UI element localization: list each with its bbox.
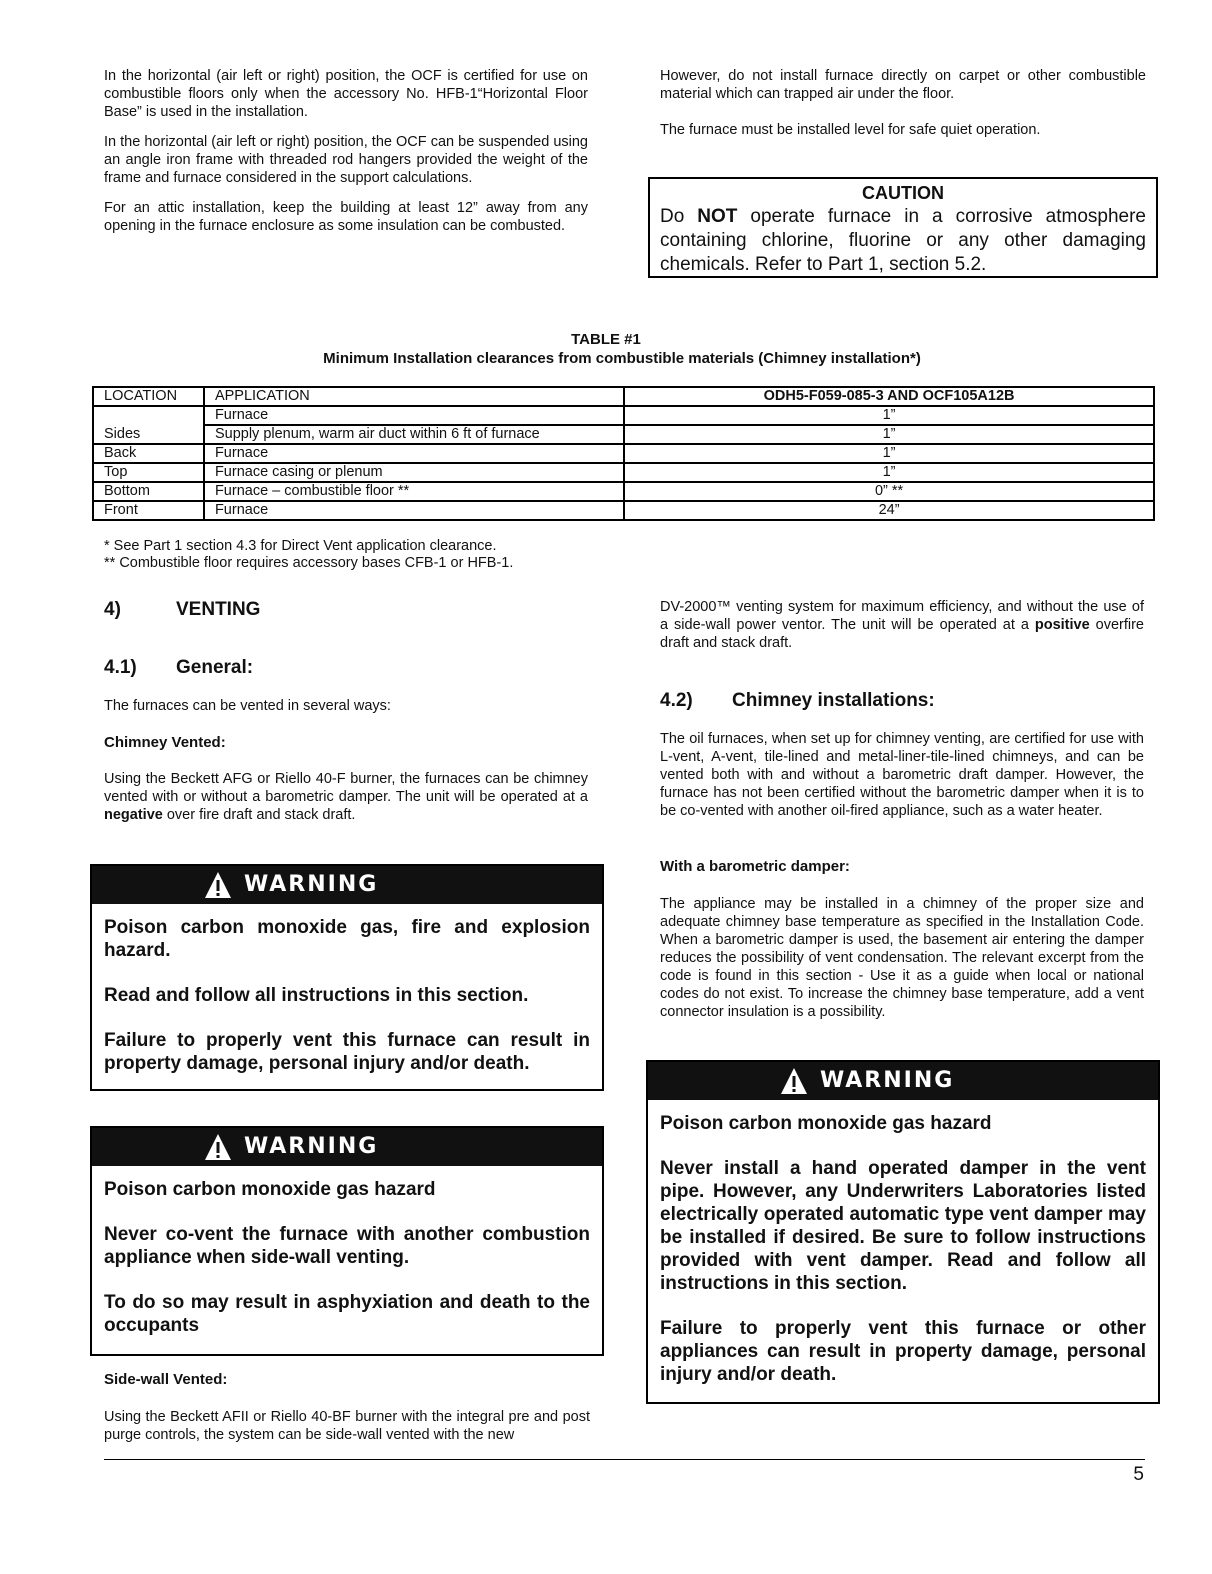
table-row <box>93 406 1154 425</box>
table-cell-value: 24” <box>624 501 1154 520</box>
table-row <box>93 444 1154 463</box>
chimney-vented-text <box>104 770 588 824</box>
paragraph-level: The furnace must be installed level for safe quiet operation. <box>660 122 1041 138</box>
caution-title: CAUTION <box>862 183 944 203</box>
table-row <box>93 482 1154 501</box>
footer-rule <box>104 1459 1145 1460</box>
dv2000-text-bold: positive <box>1034 617 1090 633</box>
section-number: 4) <box>104 599 121 620</box>
table-header-model: ODH5-F059-085-3 AND OCF105A12B <box>624 387 1154 406</box>
warning-line: Never install a hand operated damper in the vent pipe. However, any Underwriters Laboratories listed electrically operated automatic type vent damper may be installed if desired. Be sure to follow instructions provided with vent damper. Read and follow all instructions in this section. <box>660 1158 1146 1294</box>
table-footnote-2: ** Combustible floor requires accessory bases CFB-1 or HFB-1. <box>104 555 514 571</box>
table-cell-application: Furnace – combustible floor ** <box>204 482 624 501</box>
warning-line: Poison carbon monoxide gas hazard <box>104 1179 436 1200</box>
chimney-section-title: Chimney installations: <box>732 690 935 711</box>
table-row <box>93 463 1154 482</box>
caution-text-pre: Do <box>660 206 698 227</box>
chimney-vented-text-pre: Using the Beckett AFG or Riello 40-F burner, the furnaces can be chimney vented with or without a barometric damper. The unit will be operated at a <box>104 771 588 805</box>
table-footnote-1: * See Part 1 section 4.3 for Direct Vent application clearance. <box>104 538 497 554</box>
sidewall-heading: Side-wall Vented: <box>104 1371 228 1388</box>
chimney-vented-text-bold: negative <box>104 807 163 823</box>
table-cell-location: Front <box>93 501 204 520</box>
table-row <box>93 425 1154 444</box>
table-cell-value: 1” <box>624 425 1154 444</box>
table-cell-location: Bottom <box>93 482 204 501</box>
warning-box <box>90 864 604 1091</box>
dv2000-text-post: overfire draft and stack draft. <box>660 617 1144 651</box>
table-cell-value: 1” <box>624 406 1154 425</box>
warning-header <box>92 866 602 904</box>
paragraph-attic: For an attic installation, keep the building at least 12” away from any opening in the furnace enclosure as some insulation can be combusted. <box>104 200 588 234</box>
warning-line: Failure to properly vent this furnace or other appliances can result in property damage, personal injury and/or death. <box>660 1318 1146 1385</box>
venting-intro: The furnaces can be vented in several ways: <box>104 698 391 714</box>
table-cell-application: Furnace <box>204 406 624 425</box>
table-cell-application: Supply plenum, warm air duct within 6 ft of furnace <box>204 425 624 444</box>
table-header-row <box>93 387 1154 406</box>
warning-header <box>648 1062 1158 1100</box>
warning-line: Poison carbon monoxide gas, fire and explosion hazard. <box>104 917 590 961</box>
paragraph-horizontal-floor: In the horizontal (air left or right) position, the OCF is certified for use on combustible floors only when the accessory No. HFB-1“Horizontal Floor Base” is used in the installation. <box>104 68 588 120</box>
table-number: TABLE #1 <box>571 331 641 348</box>
page-number: 5 <box>1133 1464 1144 1485</box>
warning-line: Failure to properly vent this furnace can result in property damage, personal injury and/or death. <box>104 1030 590 1074</box>
top-right-column <box>660 67 1146 139</box>
dv2000-text <box>660 598 1144 652</box>
warning-label: WARNING <box>820 1068 955 1093</box>
warning-triangle-icon <box>780 1067 808 1095</box>
warning-box <box>646 1060 1160 1404</box>
top-left-column <box>104 67 588 235</box>
section-title: VENTING <box>176 599 261 620</box>
table-title: Minimum Installation clearances from combustible materials (Chimney installation*) <box>323 350 921 367</box>
table-cell-value: 0” ** <box>624 482 1154 501</box>
paragraph-carpet: However, do not install furnace directly on carpet or other combustible material which can trapped air under the floor. <box>660 68 1146 102</box>
warning-line: Never co-vent the furnace with another combustion appliance when side-wall venting. <box>104 1224 590 1268</box>
warning-header <box>92 1128 602 1166</box>
warning-label: WARNING <box>244 1134 379 1159</box>
caution-text <box>650 205 1156 277</box>
caution-text-bold: NOT <box>697 206 738 227</box>
caution-text-post: operate furnace in a corrosive atmosphere containing chlorine, fluorine or any other damaging chemicals. Refer to Part 1, section 5.2. <box>660 206 1146 275</box>
subsection-number: 4.1) <box>104 657 137 678</box>
table-cell-location: Back <box>93 444 204 463</box>
table-cell-application: Furnace <box>204 444 624 463</box>
barometric-text: The appliance may be installed in a chimney of the proper size and adequate chimney base temperature as specified in the Installation Code. When a barometric damper is used, the basement air entering the damper reduces the possibility of vent condensation. The relevant excerpt from the code is found in this section - Use it as a guide when local or national codes do not exist. To increase the chimney base temperature, add a vent connector insulation is a possibility. <box>660 896 1144 1020</box>
warning-line: Poison carbon monoxide gas hazard <box>660 1113 992 1134</box>
warning-line: To do so may result in asphyxiation and death to the occupants <box>104 1292 590 1336</box>
table-row <box>93 501 1154 520</box>
warning-triangle-icon <box>204 871 232 899</box>
warning-body <box>92 1166 602 1347</box>
caution-box <box>648 177 1158 278</box>
clearance-table <box>92 386 1155 521</box>
paragraph-suspended: In the horizontal (air left or right) position, the OCF can be suspended using an angle iron frame with threaded rod hangers provided the weight of the frame and furnace considered in the support calculations. <box>104 134 588 186</box>
table-cell-value: 1” <box>624 463 1154 482</box>
table-cell-value: 1” <box>624 444 1154 463</box>
subsection-title: General: <box>176 657 254 678</box>
table-cell-application: Furnace <box>204 501 624 520</box>
sidewall-text: Using the Beckett AFII or Riello 40-BF burner with the integral pre and post purge controls, the system can be side-wall vented with the new <box>104 1409 590 1443</box>
table-header-application: APPLICATION <box>204 387 624 406</box>
warning-box <box>90 1126 604 1356</box>
table-cell-application: Furnace casing or plenum <box>204 463 624 482</box>
table-cell-location: Sides <box>93 406 204 444</box>
warning-body <box>92 904 602 1085</box>
chimney-vented-heading: Chimney Vented: <box>104 734 226 751</box>
warning-body <box>648 1100 1158 1396</box>
chimney-vented-text-post: over fire draft and stack draft. <box>162 807 356 823</box>
table-header-location: LOCATION <box>93 387 204 406</box>
warning-label: WARNING <box>244 872 379 897</box>
chimney-section-number: 4.2) <box>660 690 693 711</box>
dv2000-text-pre: DV-2000™ venting system for maximum efficiency, and without the use of a side-wall power ventor. The unit will be operated at a <box>660 599 1144 633</box>
warning-triangle-icon <box>204 1133 232 1161</box>
chimney-text: The oil furnaces, when set up for chimney venting, are certified for use with L-vent, A-vent, tile-lined and metal-liner-tile-lined chimneys, and can be vented both with and without a barometric draft damper. However, the furnace has not been certified without the barometric damper when it is to be co-vented with another oil-fired appliance, such as a water heater. <box>660 731 1144 819</box>
warning-line: Read and follow all instructions in this section. <box>104 985 529 1006</box>
barometric-heading: With a barometric damper: <box>660 858 850 875</box>
table-cell-location: Top <box>93 463 204 482</box>
